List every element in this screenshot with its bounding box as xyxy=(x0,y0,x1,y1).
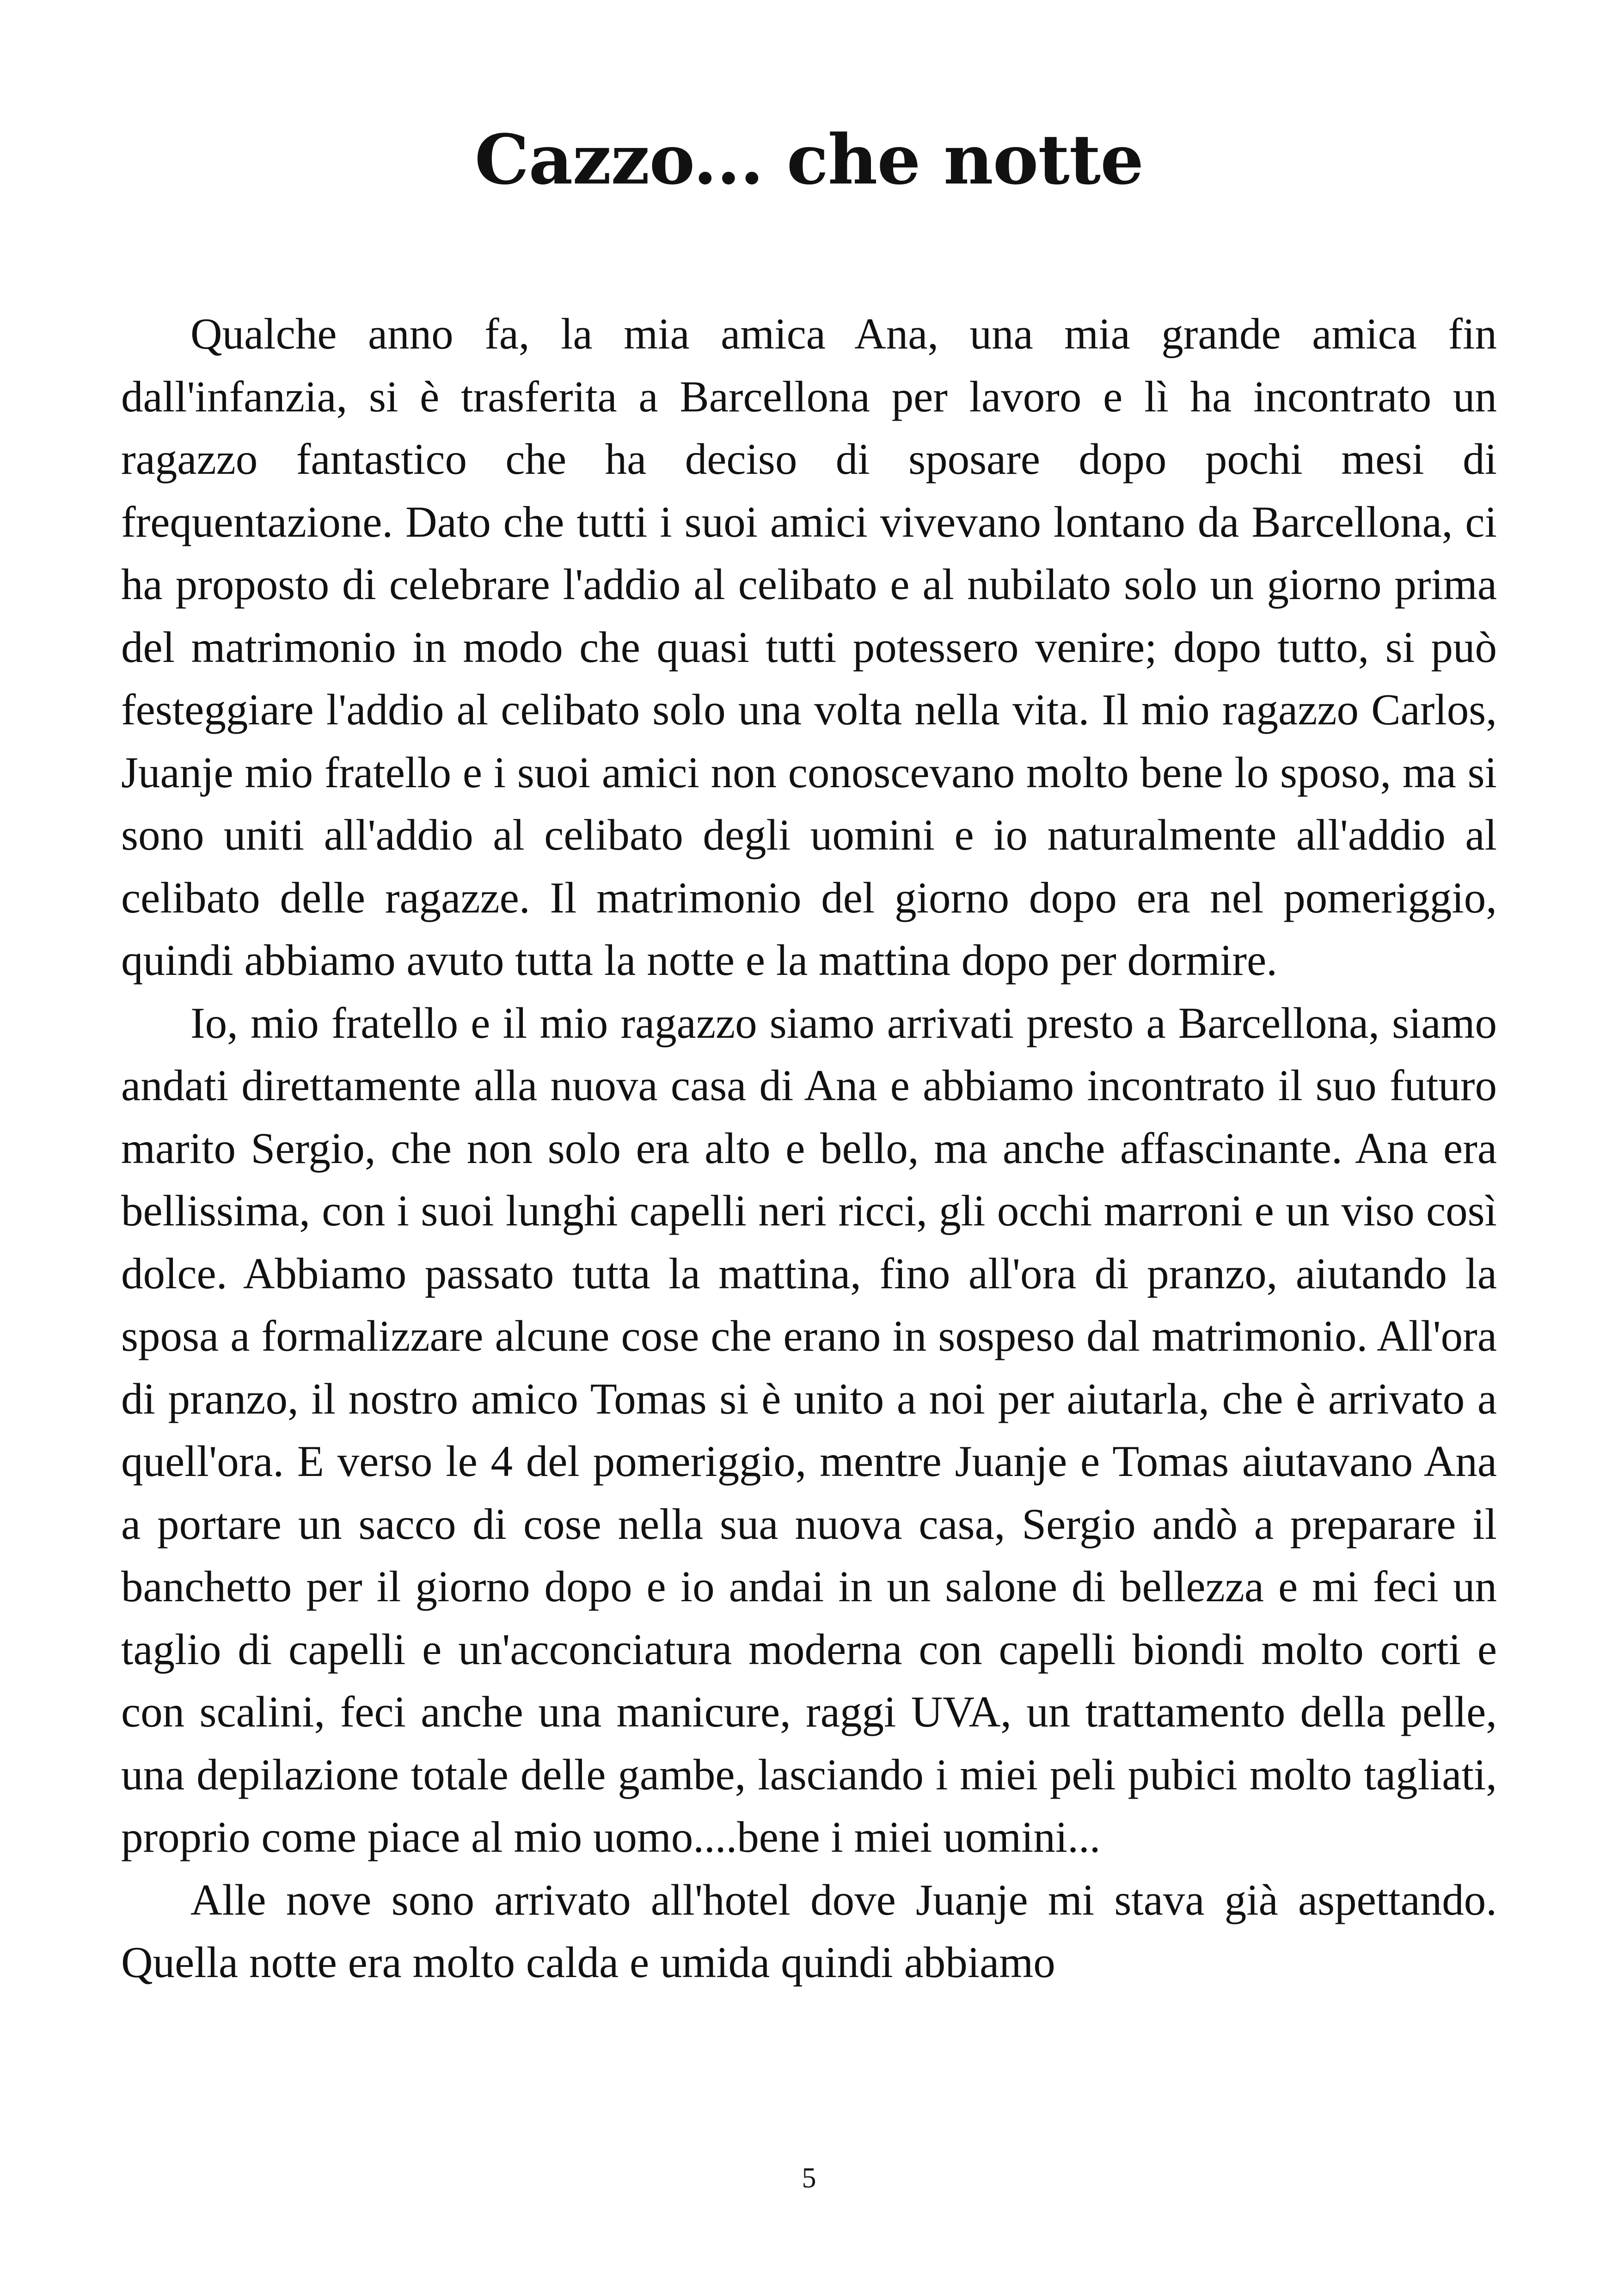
page-number: 5 xyxy=(802,2162,816,2194)
paragraph-1: Qualche anno fa, la mia amica Ana, una mia grande amica fin dall'infanzia, si è trasferita a Barcellona per lavoro e lì ha incontrato un ragazzo fantastico che ha deciso di sposare dopo pochi mesi di frequentazione. Dato che tutti i suoi amici vivevano lontano da Barcellona, ci ha proposto di celebrare l'addio al celibato e al nubilato solo un giorno prima del matrimonio in modo che quasi tutti potessero venire; dopo tutto, si può festeggiare l'addio al celibato solo una volta nella vita. Il mio ragazzo Carlos, Juanje mio fratello e i suoi amici non conoscevano molto bene lo sposo, ma si sono uniti all'addio al celibato degli uomini e io naturalmente all'addio al celibato delle ragazze. Il matrimonio del giorno dopo era nel pomeriggio, quindi abbiamo avuto tutta la notte e la mattina dopo per dormire. xyxy=(121,309,1497,985)
paragraph-2: Io, mio fratello e il mio ragazzo siamo arrivati presto a Barcellona, siamo andati direttamente alla nuova casa di Ana e abbiamo incontrato il suo futuro marito Sergio, che non solo era alto e bello, ma anche affascinante. Ana era bellissima, con i suoi lunghi capelli neri ricci, gli occhi marroni e un viso così dolce. Abbiamo passato tutta la mattina, fino all'ora di pranzo, aiutando la sposa a formalizzare alcune cose che erano in sospeso dal matrimonio. All'ora di pranzo, il nostro amico Tomas si è unito a noi per aiutarla, che è arrivato a quell'ora. E verso le 4 del pomeriggio, mentre Juanje e Tomas aiutavano Ana a portare un sacco di cose nella sua nuova casa, Sergio andò a preparare il banchetto per il giorno dopo e io andai in un salone di bellezza e mi feci un taglio di capelli e un'acconciatura moderna con capelli biondi molto corti e con scalini, feci anche una manicure, raggi UVA, un trattamento della pelle, una depilazione totale delle gambe, lasciando i miei peli pubici molto tagliati, proprio come piace al mio uomo....bene i miei uomini... xyxy=(121,998,1497,1861)
page-title: Cazzo... che notte xyxy=(474,119,1144,200)
paragraph-3: Alle nove sono arrivato all'hotel dove Juanje mi stava già aspettando. Quella notte era molto calda e umida quindi abbiamo xyxy=(121,1875,1497,1987)
body-text xyxy=(121,303,1497,1994)
